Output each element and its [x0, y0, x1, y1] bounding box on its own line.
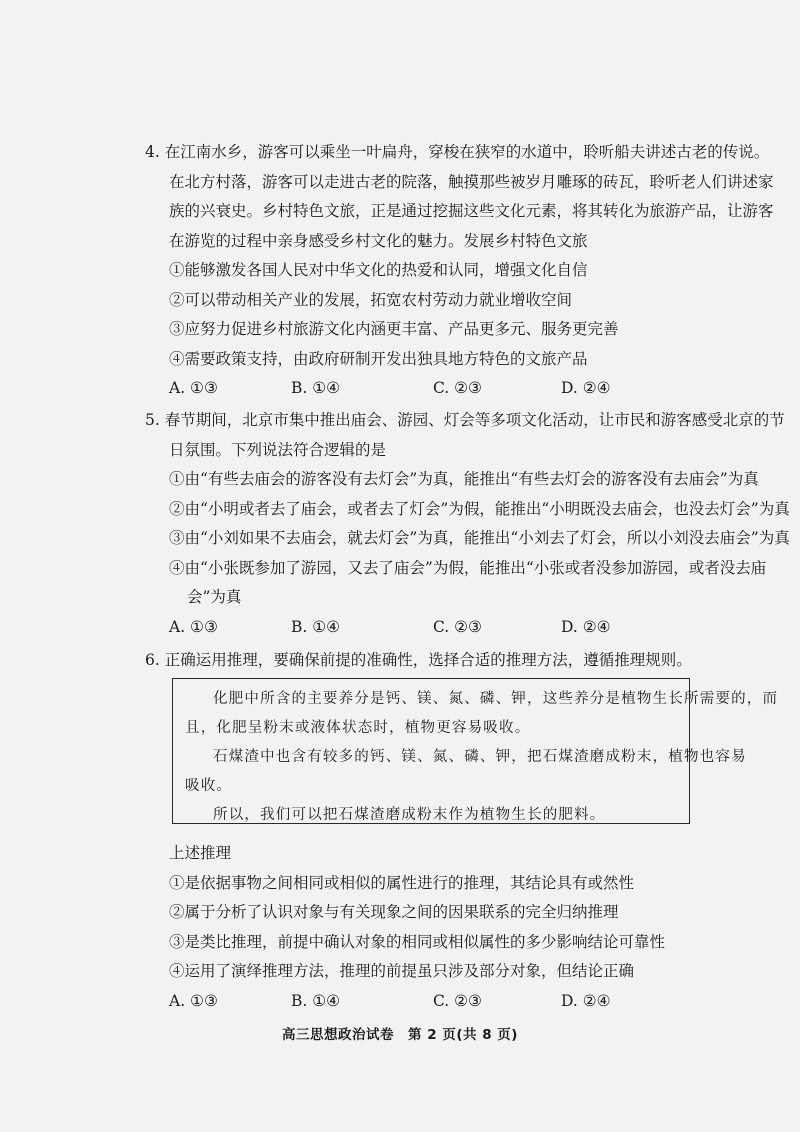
- question-6-choices: [145, 987, 730, 1017]
- question-6-choice-c: C. ②③: [433, 991, 482, 1010]
- question-6-option-4: ④运用了演绎推理方法，推理的前提虽只涉及部分对象，但结论正确: [169, 962, 635, 980]
- question-5: [145, 406, 790, 642]
- question-5-choice-a: A. ①③: [169, 617, 218, 636]
- question-5-stem-line-1: 5. 春节期间，北京市集中推出庙会、游园、灯会等多项文化活动，让市民和游客感受北京的节: [145, 411, 785, 429]
- question-4-choice-b: B. ①④: [291, 379, 341, 397]
- question-6-choice-a: A. ①③: [169, 991, 218, 1010]
- material-paragraph-1-line-2: 且，化肥呈粉末或液体状态时，植物更容易吸收。: [185, 720, 531, 736]
- question-5-option-4-continued: 会”为真: [187, 588, 242, 606]
- question-4-option-4: ④需要政策支持，由政府研制开发出独具地方特色的文旅产品: [169, 349, 588, 368]
- question-5-option-3: ③由“小刘如果不去庙会，就去灯会”为真，能推出“小刘去了灯会，所以小刘没去庙会”为真: [169, 529, 790, 547]
- question-6-option-1: ①是依据事物之间相同或相似的属性进行的推理，其结论具有或然性: [169, 873, 635, 892]
- question-6-choice-d: D. ②④: [561, 991, 611, 1010]
- question-5-choice-c: C. ②③: [433, 617, 482, 636]
- question-4-stem-line-3: 族的兴衰史。乡村特色文旅，正是通过挖掘这些文化元素，将其转化为旅游产品，让游客: [169, 202, 774, 220]
- material-paragraph-2-line-1: 石煤渣中也含有较多的钙、镁、氮、磷、钾，把石煤渣磨成粉末，植物也容易: [213, 749, 747, 765]
- question-6-option-2: ②属于分析了认识对象与有关现象之间的因果联系的完全归纳推理: [169, 903, 619, 921]
- question-5-choices: [145, 613, 730, 643]
- question-4-option-3: ③应努力促进乡村旅游文化内涵更丰富、产品更多元、服务更完善: [169, 320, 619, 338]
- question-6-option-3: ③是类比推理，前提中确认对象的相同或相似属性的多少影响结论可靠性: [169, 932, 666, 951]
- question-6-lead: 上述推理: [169, 844, 232, 862]
- question-5-choice-d: D. ②④: [561, 617, 611, 636]
- material-paragraph-3: 所以，我们可以把石煤渣磨成粉末作为植物生长的肥料。: [213, 807, 606, 823]
- question-6-stem: 6. 正确运用推理，要确保前提的准确性，选择合适的推理方法，遵循推理规则。: [145, 651, 692, 669]
- question-4-stem-line-1: 4. 在江南水乡，游客可以乘坐一叶扁舟，穿梭在狭窄的水道中，聆听船夫讲述古老的传说。: [145, 143, 770, 161]
- page-footer: 高三思想政治试卷 第 2 页(共 8 页): [282, 1027, 518, 1043]
- question-4-stem-line-4: 在游览的过程中亲身感受乡村文化的魅力。发展乡村特色文旅: [169, 231, 588, 250]
- material-paragraph-1-line-1: 化肥中所含的主要养分是钙、镁、氮、磷、钾，这些养分是植物生长所需要的，而: [213, 691, 779, 707]
- question-6-material-box: [172, 678, 779, 824]
- question-4-choice-d: D. ②④: [561, 379, 611, 397]
- question-6-choice-b: B. ①④: [291, 991, 341, 1010]
- question-6: [145, 646, 730, 676]
- question-5-option-1: ①由“有些去庙会的游客没有去灯会”为真，能推出“有些去灯会的游客没有去庙会”为真: [169, 470, 759, 488]
- question-5-stem-line-2: 日氛围。下列说法符合逻辑的是: [169, 440, 387, 459]
- question-4: [145, 138, 774, 404]
- question-4-option-1: ①能够激发各国人民对中华文化的热爱和认同，增强文化自信: [169, 261, 588, 279]
- question-6-body: [145, 839, 730, 1016]
- question-4-option-2: ②可以带动相关产业的发展，拓宽农村劳动力就业增收空间: [169, 290, 573, 309]
- question-4-choices: [145, 374, 730, 404]
- question-4-choice-c: C. ②③: [433, 379, 482, 397]
- question-4-choice-a: A. ①③: [169, 379, 218, 397]
- question-5-option-4: ④由“小张既参加了游园，又去了庙会”为假，能推出“小张或者没参加游园，或者没去庙: [169, 558, 767, 577]
- question-5-option-2: ②由“小明或者去了庙会，或者去了灯会”为假，能推出“小明既没去庙会，也没去灯会”为真: [169, 499, 790, 518]
- question-5-choice-b: B. ①④: [291, 617, 341, 636]
- question-4-stem-line-2: 在北方村落，游客可以走进古老的院落，触摸那些被岁月雕琢的砖瓦，聆听老人们讲述家: [169, 172, 774, 191]
- material-paragraph-2-line-2: 吸收。: [185, 778, 233, 794]
